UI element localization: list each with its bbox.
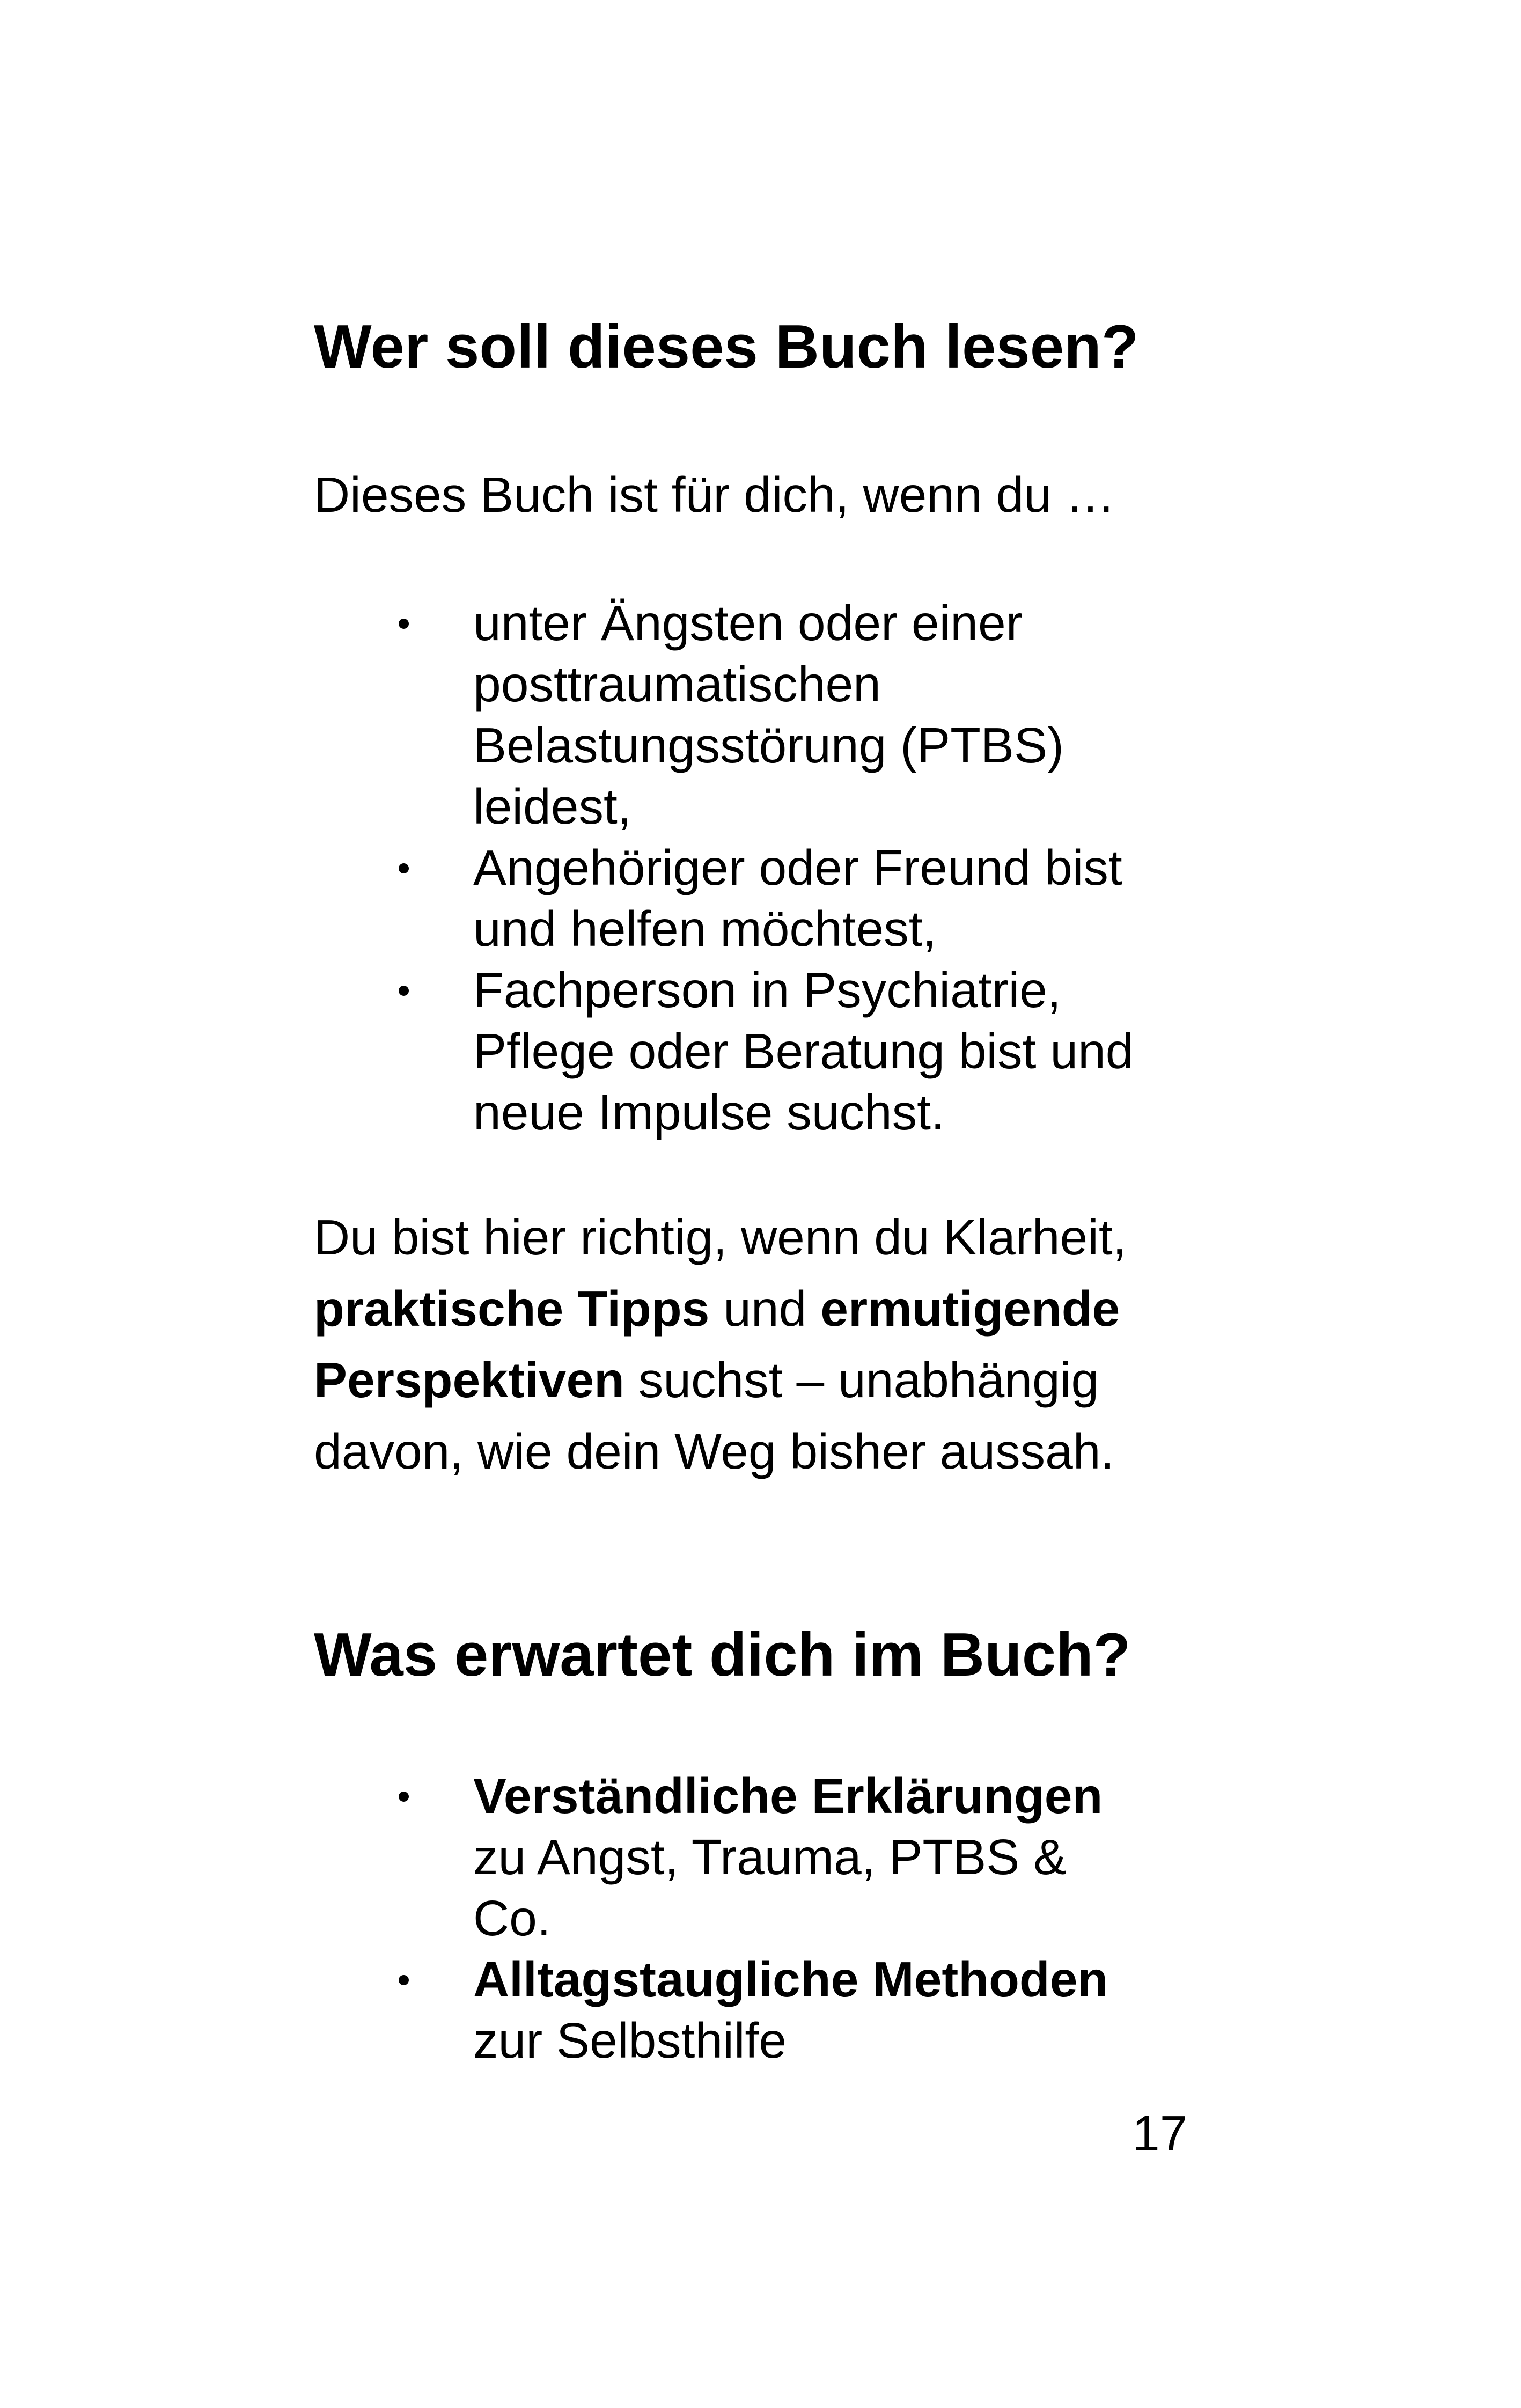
list-item-line: neue Impulse suchst. <box>473 1084 945 1140</box>
list-item-line: leidest, <box>473 779 631 834</box>
list-item <box>0 1765 1108 1949</box>
list-item <box>0 1949 1108 2071</box>
closing-line-3 <box>314 1345 1127 1416</box>
emphasis-perspectives: Perspektiven <box>314 1352 624 1408</box>
audience-list <box>0 592 1134 1143</box>
list-item <box>0 959 1134 1143</box>
list-item-line: unter Ängsten oder einer <box>473 595 1023 651</box>
closing-line-3-rest: suchst – unabhängig <box>624 1352 1099 1408</box>
list-item-bold-title: Alltagstaugliche Methoden <box>473 1951 1108 2007</box>
intro-text: Dieses Buch ist für dich, wenn du … <box>314 467 1115 523</box>
book-contents-list <box>0 1765 1108 2071</box>
bullet-icon <box>399 986 409 996</box>
list-item-line: zur Selbsthilfe <box>473 2013 787 2068</box>
list-item-bold-title: Verständliche Erklärungen <box>473 1768 1103 1824</box>
list-item-line: und helfen möchtest, <box>473 901 937 957</box>
closing-line-4: davon, wie dein Weg bisher aussah. <box>314 1423 1115 1479</box>
list-item-line: Belastungsstörung (PTBS) <box>473 717 1064 773</box>
list-item-line: Angehöriger oder Freund bist <box>473 840 1122 895</box>
section-heading-what-to-expect: Was erwartet dich im Buch? <box>314 1621 1131 1689</box>
bullet-icon <box>399 1792 409 1802</box>
closing-connector: und <box>709 1281 821 1337</box>
bullet-icon <box>399 1975 409 1985</box>
list-item-line: zu Angst, Trauma, PTBS & <box>473 1829 1067 1885</box>
list-item <box>0 837 1134 959</box>
list-item-line: Co. <box>473 1890 551 1946</box>
bullet-icon <box>399 863 409 873</box>
emphasis-encouraging: ermutigende <box>820 1281 1120 1337</box>
emphasis-practical-tips: praktische Tipps <box>314 1281 710 1337</box>
list-item-line: Pflege oder Beratung bist und <box>473 1023 1134 1079</box>
closing-line-1: Du bist hier richtig, wenn du Klarheit, <box>314 1209 1127 1265</box>
list-item-line: Fachperson in Psychiatrie, <box>473 962 1061 1018</box>
list-item <box>0 592 1134 837</box>
bullet-icon <box>399 619 409 629</box>
closing-paragraph <box>314 1202 1127 1487</box>
page-number: 17 <box>1132 2105 1188 2161</box>
list-item-line: posttraumatischen <box>473 656 881 712</box>
closing-line-2 <box>314 1273 1127 1345</box>
section-heading-who-should-read: Wer soll dieses Buch lesen? <box>314 313 1139 381</box>
